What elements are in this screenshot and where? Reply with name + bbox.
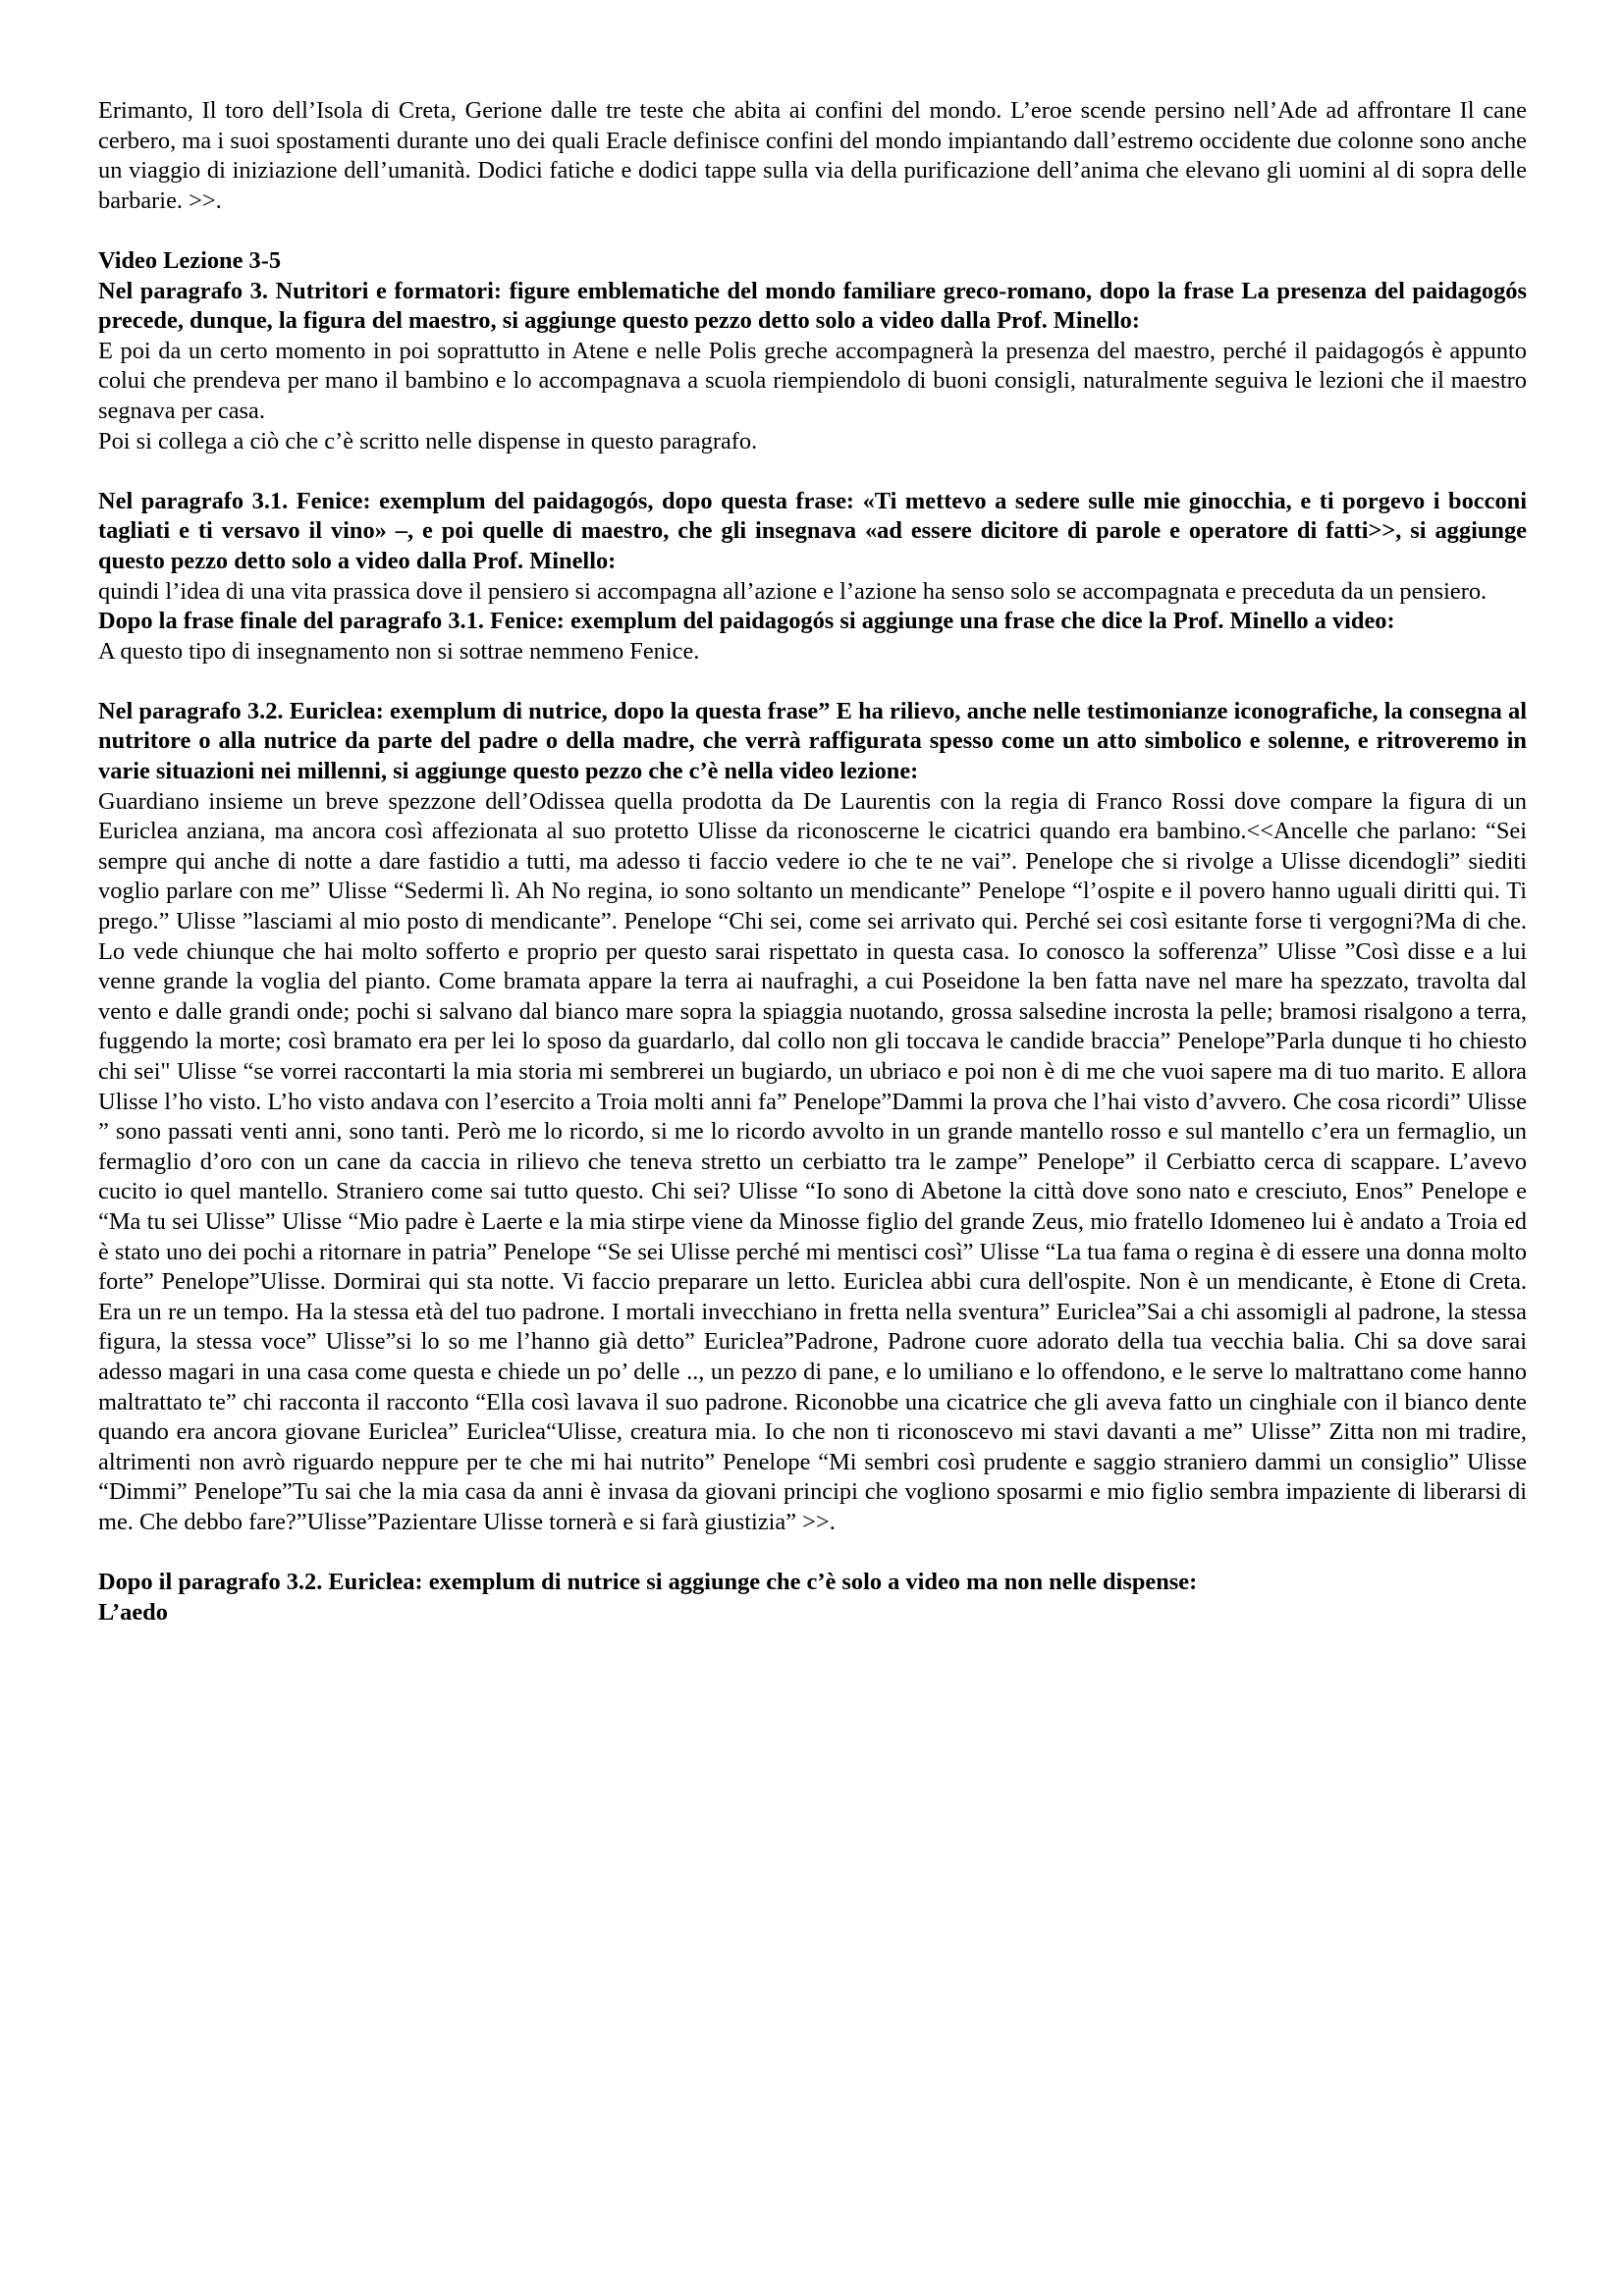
aedo-subheading: L’aedo: [98, 1598, 168, 1626]
spacer: [98, 216, 1527, 246]
intro-paragraph: Erimanto, Il toro dell’Isola di Creta, Gerione dalle tre teste che abita ai confini del mondo. L’eroe scende persino nell’Ade ad affrontare Il cane cerbero, ma i suoi spostamenti durante uno dei quali Eracle definisce confini del mondo impiantando dall’estremo occidente due colonne sono anche un viaggio di iniziazione dell’umanità. Dodici fatiche e dodici tappe sulla via della purificazione dell’anima che elevano gli uomini al di sopra delle barbarie. >>.: [98, 97, 1527, 214]
spacer: [98, 667, 1527, 697]
section-3-1-body: quindi l’idea di una vita prassica dove il pensiero si accompagna all’azione e l’azione ha senso solo se accompagnata e preceduta da un pensiero.: [98, 577, 1488, 605]
section-3-1-body-2: A questo tipo di insegnamento non si sottrae nemmeno Fenice.: [98, 637, 700, 665]
spacer: [98, 456, 1527, 487]
section-3-note: Poi si collega a ciò che c’è scritto nelle dispense in questo paragrafo.: [98, 427, 758, 454]
lesson-title: Video Lezione 3-5: [98, 246, 282, 274]
spacer: [98, 1538, 1527, 1569]
section-3-2-body: Guardiano insieme un breve spezzone dell’Odissea quella prodotta da De Laurentis con la regia di Franco Rossi dove compare la figura di un Euriclea anziana, ma ancora così affezionata al suo protetto Ulisse da riconoscerne le cicatrici quando era bambino.<<Ancelle che parlano: “Sei sempre qui anche di notte a dare fastidio a tutti, ma adesso ti faccio vedere io che te ne vai”. Penelope che si rivolge a Ulisse dicendogli” siediti voglio parlare con me” Ulisse “Sedermi lì. Ah No regina, io sono soltanto un mendicante” Penelope “l’ospite e il povero hanno uguali diritti qui. Ti prego.” Ulisse ”lasciami al mio posto di mendicante”. Penelope “Chi sei, come sei arrivato qui. Perché sei così esitante forse ti vergogni?Ma di che. Lo vede chiunque che hai molto sofferto e proprio per questo sarai rispettato in questa casa. Io conosco la sofferenza” Ulisse ”Così disse e a lui venne grande la voglia del pianto. Come bramata appare la terra ai naufraghi, a cui Poseidone la ben fatta nave nel mare ha spezzato, travolta dal vento e dalle grandi onde; pochi si salvano dal bianco mare sopra la spiaggia nuotando, grossa salsedine incrosta la pelle; bramosi risalgono a terra, fuggendo la morte; così bramato era per lei lo sposo da guardarlo, dal collo non gli toccava le candide braccia” Penelope”Parla dunque ti ho chiesto chi sei" Ulisse “se vorrei raccontarti la mia storia mi sembrerei un bugiardo, un ubriaco e poi non è di me che vuoi sapere ma di tuo marito. E allora Ulisse l’ho visto. L’ho visto andava con l’esercito a Troia molti anni fa” Penelope”Dammi la prova che l’hai visto d’avvero. Che cosa ricordi” Ulisse ” sono passati venti anni, sono tanti. Però me lo ricordo, si me lo ricordo avvolto in un grande mantello rosso e sul mantello c’era un fermaglio, un fermaglio d’oro con un cane da caccia in rilievo che teneva stretto un cerbiatto tra le zampe” Penelope” il Cerbiatto cerca di scappare. L’avevo cucito io quel mantello. Straniero come sai tutto questo. Chi sei? Ulisse “Io sono di Abetone la città dove sono nato e cresciuto, Enos” Penelope e “Ma tu sei Ulisse” Ulisse “Mio padre è Laerte e la mia stirpe viene da Minosse figlio del grande Zeus, mio fratello Idomeneo lui è andato a Troia ed è stato uno dei pochi a ritornare in patria” Penelope “Se sei Ulisse perché mi mentisci così” Ulisse “La tua fama o regina è di essere una donna molto forte” Penelope”Ulisse. Dormirai qui sta notte. Vi faccio preparare un letto. Euriclea abbi cura dell'ospite. Non è un mendicante, è Etone di Creta. Era un re un tempo. Ha la stessa età del tuo padrone. I mortali invecchiano in fretta nella sventura” Euriclea”Sai a chi assomigli al padrone, la stessa figura, la stessa voce” Ulisse”si lo so me l’hanno già detto” Euriclea”Padrone, Padrone cuore adorato della tua vecchia balia. Chi sa dove sarai adesso magari in una casa come questa e chiede un po’ delle .., un pezzo di pane, e lo umiliano e lo offendono, e le serve lo maltrattano come hanno maltrattato te” chi racconta il racconto “Ella così lavava il suo padrone. Riconobbe una cicatrice che gli aveva fatto un cinghiale con il bianco dente quando era ancora giovane Euriclea” Euriclea“Ulisse, creatura mia. Io che non ti riconoscevo mi stavi davanti a me” Ulisse” Zitta non mi tradire, altrimenti non avrò riguardo neppure per te che mi hai nutrito” Penelope “Mi sembri così prudente e saggio straniero dammi un consiglio” Ulisse “Dimmi” Penelope”Tu sai che la mia casa da anni è invasa da giovani principi che vogliono sposarmi e mio figlio sembra impaziente di liberarsi di me. Che debbo fare?”Ulisse”Pazientare Ulisse tornerà e si farà giustizia” >>.: [98, 787, 1527, 1535]
section-3-1-heading-2: Dopo la frase finale del paragrafo 3.1. Fenice: exemplum del paidagogós si aggiunge una frase che dice la Prof. Minello a video:: [98, 608, 1395, 635]
document-page: [98, 96, 1527, 1628]
section-3-2-heading: Nel paragrafo 3.2. Euriclea: exemplum di nutrice, dopo la questa frase” E ha rilievo, anche nelle testimonianze iconografiche, la consegna al nutritore o alla nutrice da parte del padre o della madre, che verrà raffigurata spesso come un atto simbolico e solenne, e ritroveremo in varie situazioni nei millenni, si aggiunge questo pezzo che c’è nella video lezione:: [98, 697, 1527, 785]
after-3-2-heading: Dopo il paragrafo 3.2. Euriclea: exemplum di nutrice si aggiunge che c’è solo a video ma non nelle dispense:: [98, 1569, 1198, 1596]
section-3-body: E poi da un certo momento in poi soprattutto in Atene e nelle Polis greche accompagnerà la presenza del maestro, perché il paidagogós è appunto colui che prendeva per mano il bambino e lo accompagnava a scuola riempiendolo di buoni consigli, naturalmente seguiva le lezioni che il maestro segnava per casa.: [98, 337, 1527, 424]
section-3-1-heading: Nel paragrafo 3.1. Fenice: exemplum del paidagogós, dopo questa frase: «Ti mettevo a sedere sulle mie ginocchia, e ti porgevo i bocconi tagliati e ti versavo il vino» –, e poi quelle di maestro, che gli insegnava «ad essere dicitore di parole e operatore di fatti>>, si aggiunge questo pezzo detto solo a video dalla Prof. Minello:: [98, 487, 1527, 574]
section-3-heading: Nel paragrafo 3. Nutritori e formatori: figure emblematiche del mondo familiare greco-romano, dopo la frase La presenza del paidagogós precede, dunque, la figura del maestro, si aggiunge questo pezzo detto solo a video dalla Prof. Minello:: [98, 277, 1527, 335]
